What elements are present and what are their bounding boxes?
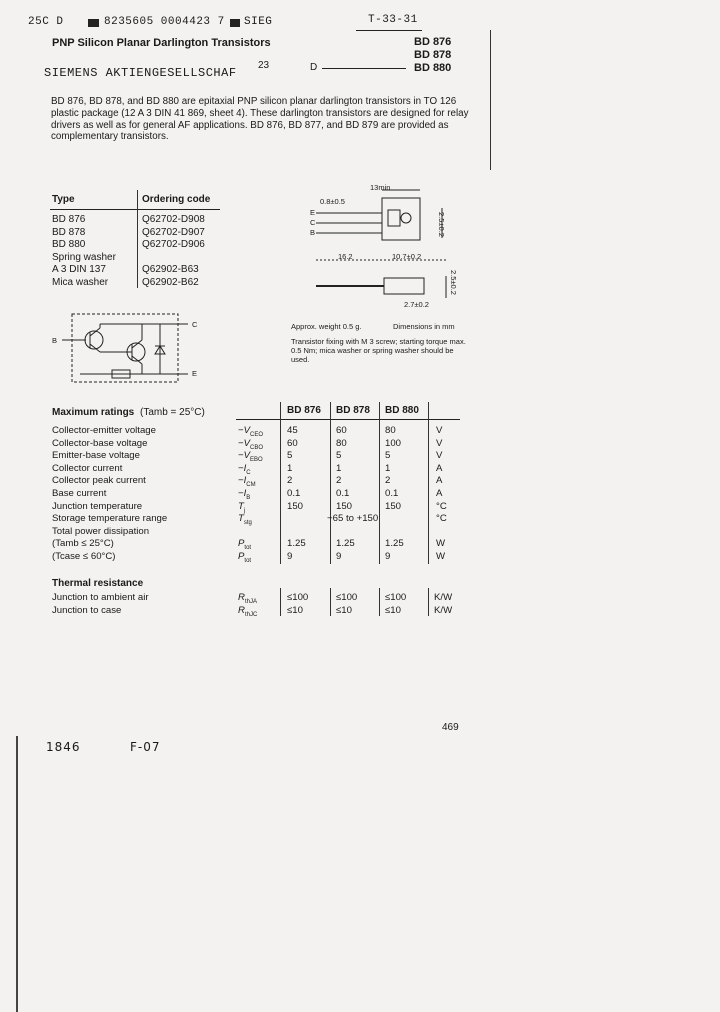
rating-symbol [238, 450, 263, 463]
rating-value: 9 [336, 551, 342, 562]
thermal-divider-2 [330, 588, 331, 616]
rating-symbol [238, 538, 251, 551]
rating-symbol-subscript: thJA [244, 598, 257, 605]
rating-value: 5 [385, 450, 391, 462]
rating-value: 2 [385, 475, 391, 487]
ordering-type-cell: BD 876 [52, 214, 86, 225]
package-tab [388, 210, 400, 226]
rating-value: 1.25 [287, 538, 306, 550]
thermal-value: ≤100 [287, 592, 309, 603]
rating-symbol [238, 463, 251, 476]
rating-label: Emitter-base voltage [52, 450, 140, 462]
thermal-title: Thermal resistance [52, 578, 144, 589]
rating-symbol-letter: T [238, 500, 244, 512]
rating-value: 60 [336, 425, 347, 436]
circuit-label-b: B [52, 336, 58, 345]
rating-value: 2 [336, 475, 342, 487]
rating-symbol-subscript: j [243, 507, 246, 514]
rating-value: 150 [336, 500, 353, 512]
rating-symbol [238, 605, 257, 618]
rating-symbol-letter: P [238, 551, 245, 562]
thermal-value: ≤10 [385, 604, 401, 616]
thermal-divider-3 [379, 588, 380, 616]
rating-label: Collector-base voltage [52, 437, 148, 449]
rating-symbol [238, 438, 263, 451]
rating-unit: A [436, 488, 443, 499]
circuit-label-e: E [192, 369, 198, 378]
ratings-condition: (Tamb = 25°C) [140, 407, 205, 418]
rating-unit: °C [436, 500, 447, 512]
rating-symbol-letter: −V [238, 450, 251, 462]
rating-symbol-subscript: CEO [250, 431, 264, 438]
ratings-divider-1 [280, 402, 281, 564]
rating-symbol-subscript: EBO [250, 457, 263, 464]
rating-value: 150 [385, 500, 402, 512]
rating-symbol-letter: P [238, 538, 245, 550]
rating-unit: A [436, 475, 443, 487]
ordering-col-code: Ordering code [142, 194, 211, 205]
rating-label: Collector peak current [52, 475, 146, 487]
rating-symbol [238, 488, 250, 501]
rating-symbol-letter: −I [238, 462, 247, 474]
thermal-divider-4 [428, 588, 429, 616]
circuit-label-c: C [192, 320, 198, 329]
rating-value: 0.1 [287, 488, 301, 499]
rating-symbol-letter: R [238, 592, 245, 603]
rating-label: Collector current [52, 462, 123, 474]
dim-min: 13min [370, 183, 391, 192]
stamp-mark-num: 23 [258, 60, 270, 71]
rating-symbol-letter: R [238, 604, 245, 616]
rating-unit: V [436, 437, 443, 449]
rating-label: Storage temperature range [52, 513, 168, 525]
rating-value: 1.25 [336, 538, 355, 550]
ratings-title: Maximum ratings [52, 407, 135, 418]
rating-label: Collector-emitter voltage [52, 425, 156, 436]
stamp-block-mark-2 [230, 19, 240, 27]
dim-body: 10.7±0.2 [392, 252, 422, 261]
rating-symbol [238, 475, 256, 488]
pin-label-e: E [310, 208, 316, 217]
rating-unit: °C [436, 513, 447, 525]
handwritten-note-2: F-07 [130, 740, 161, 754]
rating-symbol [238, 592, 257, 605]
stamp-underline [356, 30, 422, 31]
rating-label: Total power dissipation [52, 525, 150, 537]
rating-symbol-subscript: CBO [250, 444, 264, 451]
thermal-unit: K/W [434, 604, 453, 616]
ratings-header-rule [236, 419, 460, 420]
rating-symbol-subscript: CM [246, 482, 256, 489]
rating-value: 0.1 [385, 488, 399, 499]
stamp-code-left: 25C D [28, 16, 64, 28]
ordering-code-cell: Q62702-D907 [142, 226, 205, 238]
rating-value: 5 [336, 450, 342, 462]
rating-symbol-subscript: tot [244, 545, 252, 552]
rating-value: 1 [336, 462, 342, 474]
part-number-3: BD 880 [414, 62, 452, 74]
ordering-type-cell: Mica washer [52, 277, 109, 288]
page-title: PNP Silicon Planar Darlington Transistors [52, 37, 271, 49]
rating-label: Junction temperature [52, 500, 143, 512]
rating-symbol-letter: −I [238, 488, 247, 499]
rating-label: (Tamb ≤ 25°C) [52, 538, 114, 550]
ordering-col-type: Type [52, 194, 75, 205]
rating-value: 9 [385, 551, 391, 562]
ratings-divider-4 [428, 402, 429, 564]
dim-base: 2.7±0.2 [404, 300, 429, 309]
rating-label: (Tcase ≤ 60°C) [52, 551, 116, 562]
ratings-divider-3 [379, 402, 380, 564]
fixing-note: Transistor fixing with M 3 screw; starting torque max. 0.5 Nm; mica washer or spring washer should be used. [291, 337, 466, 364]
ordering-code-cell: Q62902-B63 [142, 264, 199, 276]
scan-edge-mark [16, 736, 18, 1012]
rating-value: 80 [336, 437, 347, 449]
thermal-unit: K/W [434, 592, 453, 603]
page-number: 469 [442, 722, 459, 733]
rating-unit: V [436, 425, 443, 436]
rating-value: 60 [287, 437, 298, 449]
right-margin-line [490, 30, 491, 170]
rating-symbol [238, 425, 263, 438]
rating-symbol-subscript: B [246, 494, 251, 501]
dim-thickness: 0.8±0.5 [320, 197, 345, 206]
transistor-1 [85, 331, 103, 349]
ratings-col-2: BD 878 [336, 405, 370, 416]
dim-side: 2.5±0.2 [449, 270, 458, 295]
thermal-value: ≤100 [385, 592, 407, 603]
rating-value: 1 [287, 462, 293, 474]
ordering-header-rule [50, 209, 220, 210]
thermal-label: Junction to ambient air [52, 592, 149, 603]
dim-lead: 16.2 [338, 252, 353, 261]
rating-symbol [238, 501, 245, 514]
stamp-mark-d: D [310, 62, 318, 73]
part-number-1: BD 876 [414, 36, 452, 48]
ordering-type-cell: BD 878 [52, 226, 86, 238]
ordering-type-cell: BD 880 [52, 239, 86, 251]
ratings-col-3: BD 880 [385, 405, 419, 416]
dimension-note: Dimensions in mm [393, 322, 455, 331]
dim-height: 2.5±0.2 [437, 212, 446, 237]
pin-label-c: C [310, 218, 316, 227]
rating-unit: V [436, 450, 443, 462]
rating-unit: W [436, 551, 446, 562]
handwritten-note-1: 1846 [46, 740, 81, 754]
rating-value: 2 [287, 475, 293, 487]
company-stamp: SIEMENS AKTIENGESELLSCHAF [44, 66, 237, 80]
rating-value: 45 [287, 425, 298, 436]
rating-symbol-subscript: tot [244, 557, 252, 564]
header-dash-rule [322, 68, 406, 69]
rating-symbol-letter: −V [238, 425, 251, 436]
rating-value: 9 [287, 551, 293, 562]
intro-paragraph: BD 876, BD 878, and BD 880 are epitaxial PNP silicon planar darlington transistors in TO 126 plastic package (12 A 3 DIN 41 869, sheet 4). These darlington transistors are designed for relay drivers as well as for general AF applications. BD 876, BD 877, and BD 879 are provided as complementary transistors. [51, 96, 469, 143]
thermal-divider-1 [280, 588, 281, 616]
rating-label: Base current [52, 488, 107, 499]
rating-value: 150 [287, 500, 304, 512]
rating-unit: A [436, 462, 443, 474]
stamp-ref: T-33-31 [368, 14, 418, 26]
rating-symbol-subscript: C [246, 469, 251, 476]
part-number-2: BD 878 [414, 49, 452, 61]
rating-symbol-subscript: thJC [244, 611, 258, 618]
rating-value: 80 [385, 425, 396, 436]
rating-symbol-subscript: stg [243, 520, 252, 527]
pin-label-b: B [310, 228, 316, 237]
rating-symbol-letter: −V [238, 437, 251, 449]
rating-value: 0.1 [336, 488, 350, 499]
darlington-circuit-diagram [60, 312, 200, 386]
stamp-code-mid: 8235605 0004423 7 [104, 16, 225, 28]
weight-note: Approx. weight 0.5 g. [291, 322, 362, 331]
stamp-block-mark [88, 19, 99, 27]
ratings-divider-2 [330, 402, 331, 564]
mounting-hole [401, 213, 411, 223]
rating-symbol-letter: T [238, 513, 244, 525]
rating-value: 1 [385, 462, 391, 474]
ordering-col-divider [137, 190, 138, 288]
stamp-code-right: SIEG [244, 16, 273, 28]
rating-span-value: −65 to +150 [327, 513, 379, 525]
rating-symbol [238, 513, 252, 526]
rating-value: 100 [385, 437, 402, 449]
thermal-value: ≤100 [336, 592, 358, 603]
ordering-type-cell: A 3 DIN 137 [52, 264, 106, 276]
ordering-code-cell: Q62702-D906 [142, 239, 205, 251]
rating-value: 1.25 [385, 538, 404, 550]
thermal-value: ≤10 [336, 604, 352, 616]
ordering-type-cell: Spring washer [52, 251, 116, 263]
ordering-code-cell: Q62702-D908 [142, 214, 205, 225]
package-body-side [384, 278, 424, 294]
rating-unit: W [436, 538, 446, 550]
thermal-value: ≤10 [287, 604, 303, 616]
rating-symbol [238, 551, 251, 564]
rating-symbol-letter: −I [238, 475, 247, 487]
ordering-code-cell: Q62902-B62 [142, 277, 199, 288]
ratings-col-1: BD 876 [287, 405, 321, 416]
thermal-label: Junction to case [52, 604, 122, 616]
rating-value: 5 [287, 450, 293, 462]
